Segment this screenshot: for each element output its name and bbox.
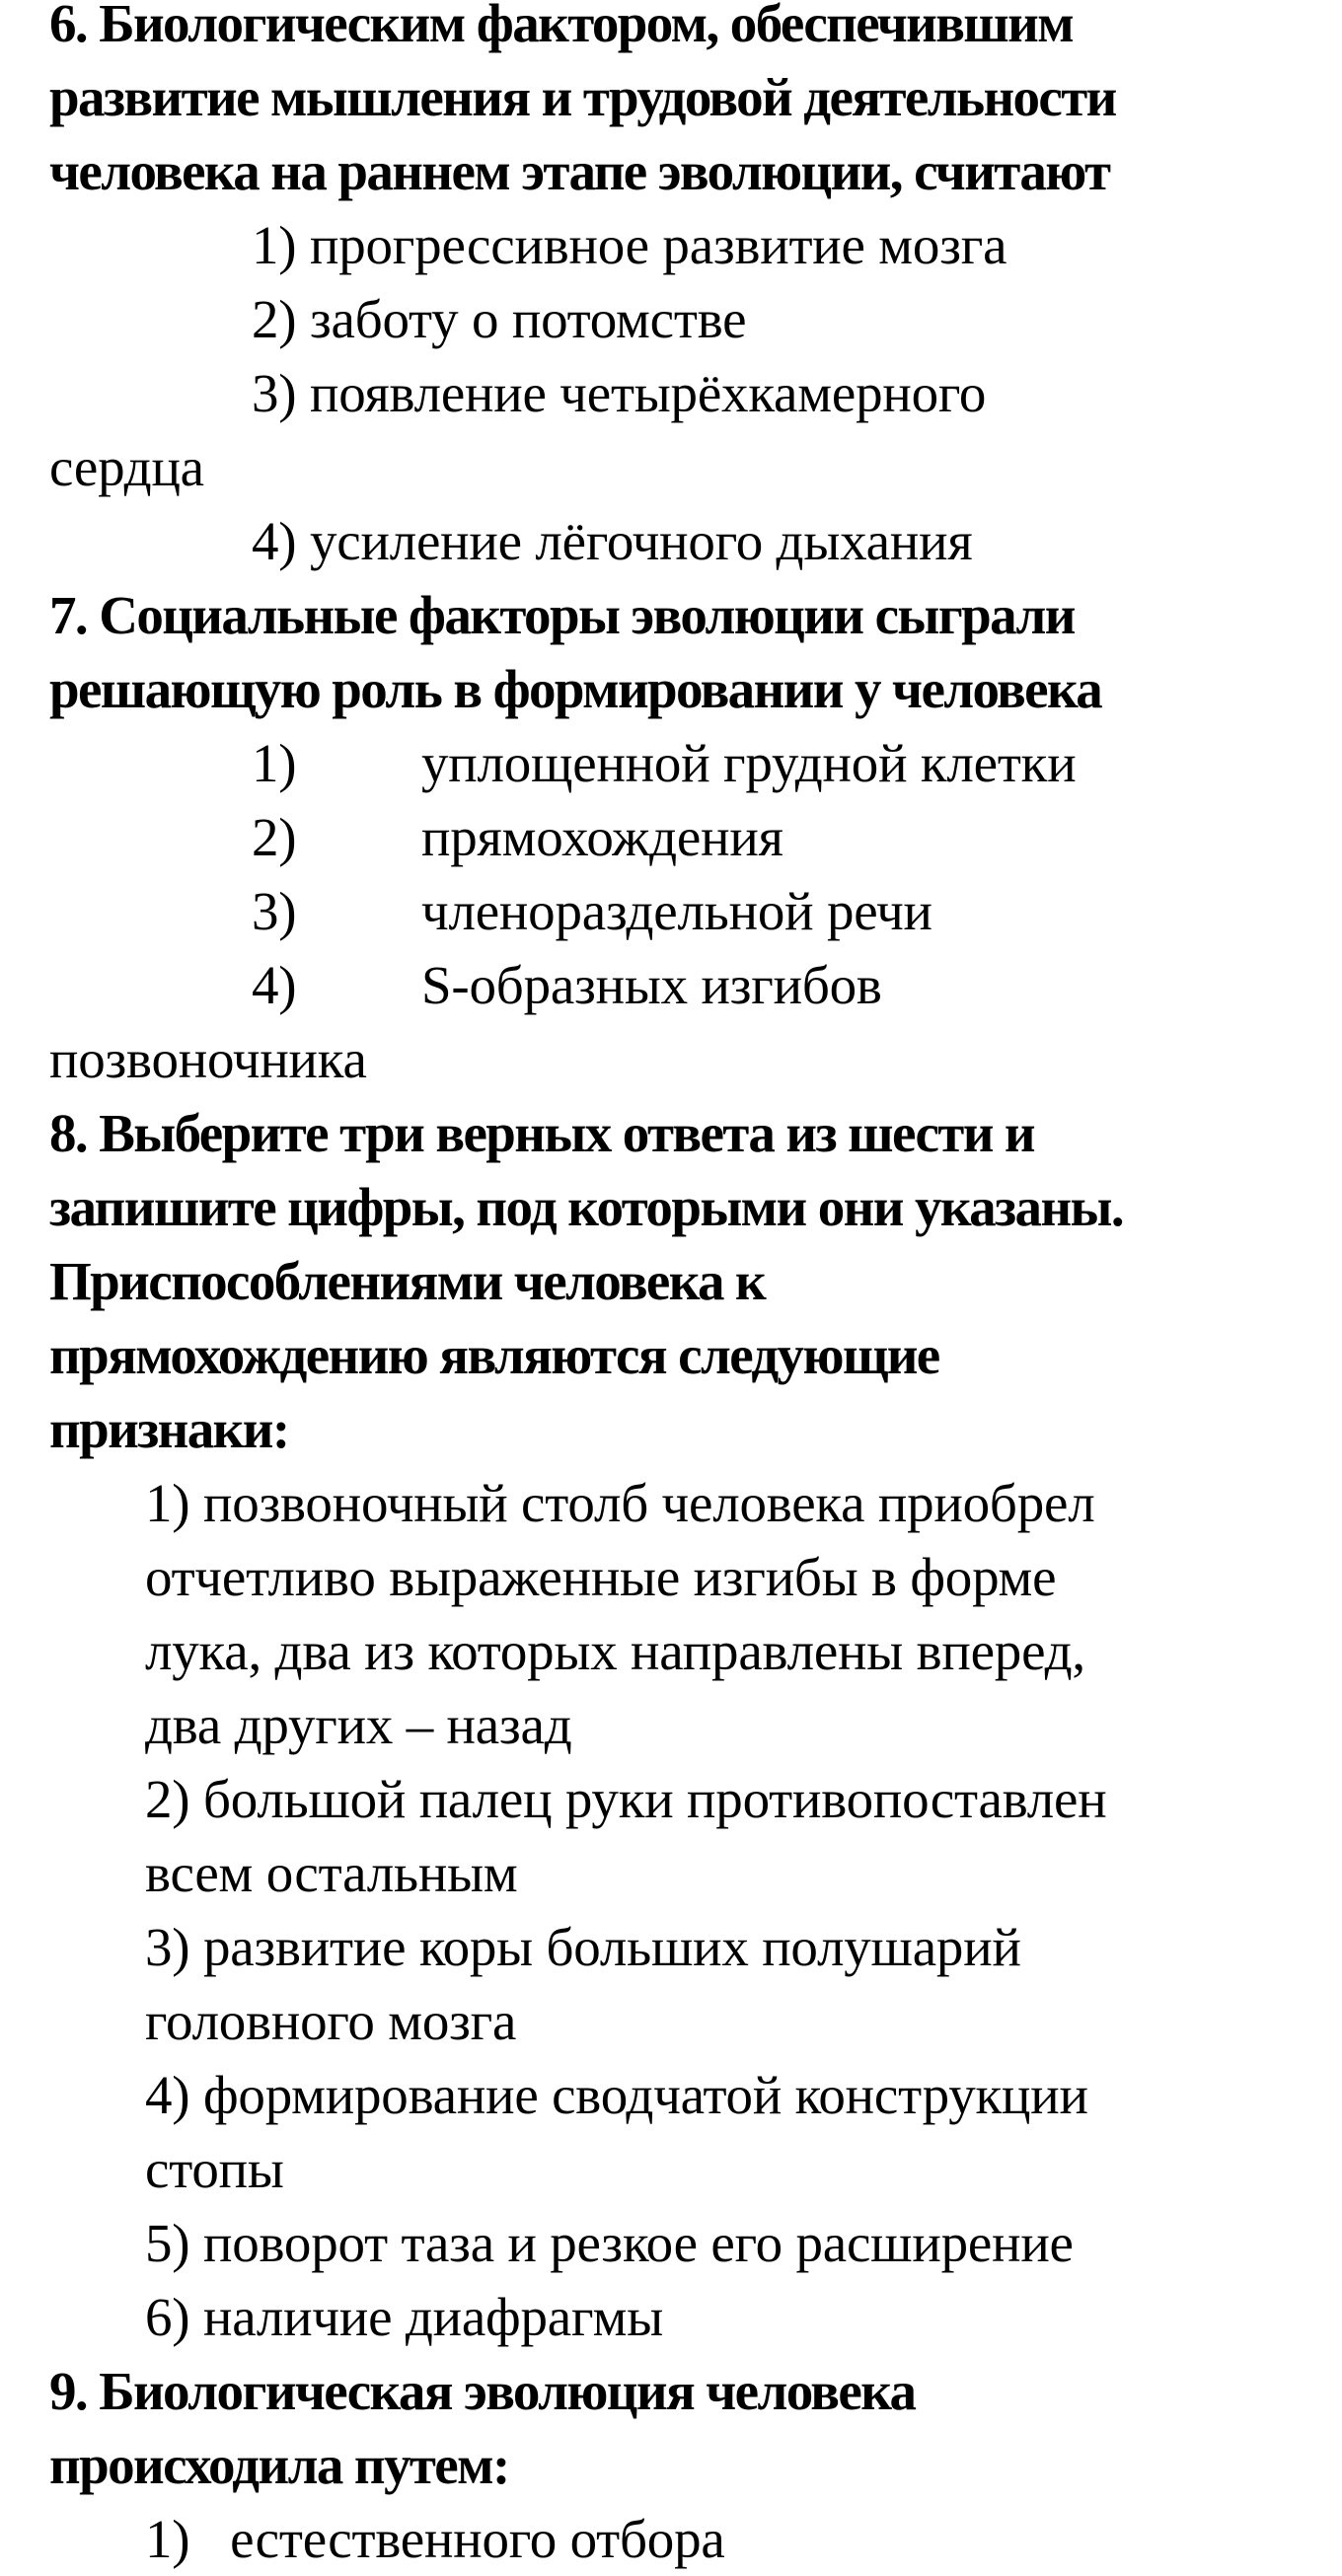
question-6 (49, 0, 1332, 578)
question-7-line: 7. Социальные факторы эволюции сыграли (49, 585, 1075, 645)
option-number: 4) (252, 955, 297, 1015)
question-6-option-3: 3) появление четырёхкамерного (252, 363, 987, 423)
question-9 (49, 2354, 1332, 2576)
option-line: 2) большой палец руки противопоставлен (145, 1769, 1107, 1829)
option-text: S-образных изгибов (421, 955, 882, 1015)
question-7-option-3 (49, 874, 1332, 948)
question-6-line: развитие мышления и трудовой деятельности (49, 67, 1116, 127)
question-6-option-2: 2) заботу о потомстве (252, 289, 747, 349)
option-number: 3) (252, 881, 297, 941)
question-8-option-3 (49, 1910, 1332, 2058)
question-7 (49, 578, 1332, 1096)
option-text: прямохождения (421, 807, 783, 867)
option-line: всем остальным (145, 1843, 518, 1903)
question-7-line: решающую роль в формировании у человека (49, 659, 1102, 719)
question-8 (49, 1096, 1332, 2354)
option-line: 5) поворот таза и резкое его расширение (145, 2213, 1074, 2273)
option-line: отчетливо выраженные изгибы в форме (145, 1547, 1057, 1607)
option-line: лука, два из которых направлены вперед, (145, 1621, 1085, 1681)
question-9-line: 9. Биологическая эволюция человека (49, 2361, 916, 2421)
question-9-option-1: 1) естественного отбора (145, 2509, 725, 2569)
question-6-option-1: 1) прогрессивное развитие мозга (252, 215, 1007, 275)
option-number: 1) (252, 733, 297, 793)
question-7-option-4-continuation: позвоночника (49, 1029, 367, 1089)
option-text: уплощенной грудной клетки (421, 733, 1077, 793)
option-line: 6) наличие диафрагмы (145, 2287, 663, 2347)
question-8-line: признаки: (49, 1399, 289, 1459)
question-6-option-4: 4) усиление лёгочного дыхания (252, 511, 973, 571)
question-8-option-2 (49, 1762, 1332, 1910)
question-7-option-1 (49, 726, 1332, 800)
question-8-line: запишите цифры, под которыми они указаны. (49, 1177, 1124, 1237)
option-line: два других – назад (145, 1695, 572, 1755)
question-9-line: происходила путем: (49, 2435, 509, 2495)
question-9-text (49, 2354, 1332, 2502)
question-6-line: 6. Биологическим фактором, обеспечившим (49, 0, 1074, 53)
question-7-text (49, 578, 1332, 726)
option-text: членораздельной речи (421, 881, 932, 941)
option-line: головного мозга (145, 1991, 517, 2051)
option-line: 1) позвоночный столб человека приобрел (145, 1473, 1095, 1533)
question-8-option-6 (49, 2280, 1332, 2354)
question-8-line: прямохождению являются следующие (49, 1325, 939, 1385)
option-number: 2) (252, 807, 297, 867)
question-8-line: Приспособлениями человека к (49, 1251, 766, 1311)
question-7-option-4 (49, 948, 1332, 1022)
question-8-option-5 (49, 2206, 1332, 2280)
document-page (49, 0, 1332, 2576)
option-line: 4) формирование сводчатой конструкции (145, 2065, 1088, 2125)
question-6-text (49, 0, 1332, 208)
question-6-option-3-continuation: сердца (49, 437, 204, 497)
question-8-option-1 (49, 1466, 1332, 1762)
question-8-line: 8. Выберите три верных ответа из шести и (49, 1103, 1035, 1163)
option-line: стопы (145, 2139, 284, 2199)
option-line: 3) развитие коры больших полушарий (145, 1917, 1021, 1977)
question-8-option-4 (49, 2058, 1332, 2206)
question-6-line: человека на раннем этапе эволюции, считают (49, 141, 1110, 201)
question-7-option-2 (49, 800, 1332, 874)
question-8-text (49, 1096, 1332, 1466)
